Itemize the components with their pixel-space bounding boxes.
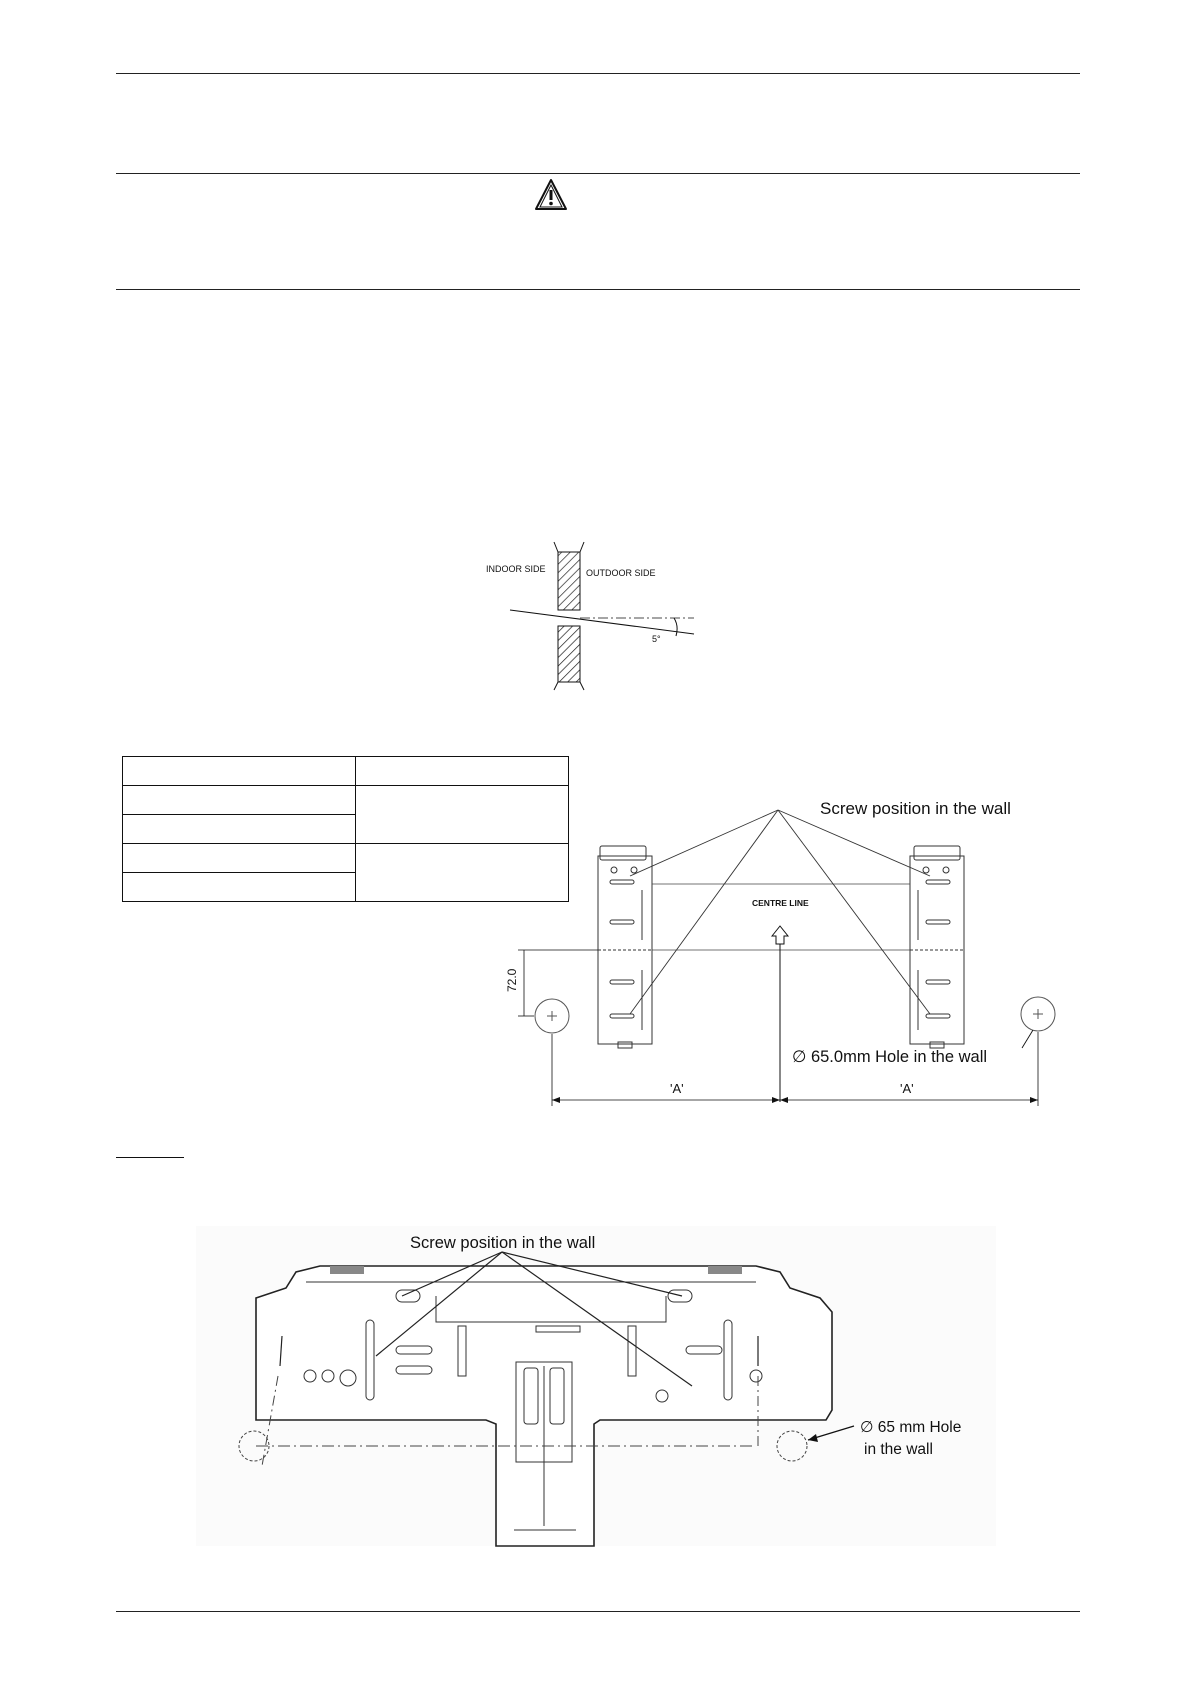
warning-icon (534, 178, 568, 212)
outdoor-side-label: OUTDOOR SIDE (586, 568, 656, 578)
hole-label-line2: in the wall (864, 1441, 933, 1458)
note-heading-underline (116, 1157, 184, 1158)
dimension-72-label: 72.0 (505, 968, 519, 992)
table-cell (123, 815, 356, 844)
left-bracket (598, 846, 652, 1048)
indoor-side-label: INDOOR SIDE (486, 564, 546, 574)
top-rule (116, 73, 1080, 74)
centre-line-label: CENTRE LINE (752, 898, 809, 908)
right-bracket (910, 846, 964, 1048)
table-row (123, 757, 569, 786)
hole-label-line1: ∅ 65 mm Hole (860, 1419, 962, 1436)
hole-label: ∅ 65.0mm Hole in the wall (792, 1048, 988, 1066)
table-cell (123, 786, 356, 815)
size-table (122, 756, 569, 902)
footer-rule (116, 1611, 1080, 1612)
warning-bottom-rule (116, 289, 1080, 290)
screw-position-label: Screw position in the wall (820, 799, 1011, 818)
wall-section-lower (558, 626, 580, 682)
angle-label: 5° (652, 634, 661, 644)
table-cell (123, 757, 356, 786)
mounting-plate-diagram-b (196, 1226, 996, 1546)
table-row (123, 786, 569, 815)
table-cell (123, 873, 356, 902)
mounting-plate-diagram-a (505, 780, 1080, 1110)
table-cell (123, 844, 356, 873)
table-row (123, 844, 569, 873)
screw-position-label-b: Screw position in the wall (410, 1234, 596, 1252)
warning-top-rule (116, 173, 1080, 174)
distance-a-left-label: 'A' (670, 1081, 684, 1096)
wall-hole-diagram (486, 534, 696, 694)
slope-line (510, 610, 694, 634)
distance-a-right-label: 'A' (900, 1081, 914, 1096)
wall-section-upper (558, 552, 580, 610)
